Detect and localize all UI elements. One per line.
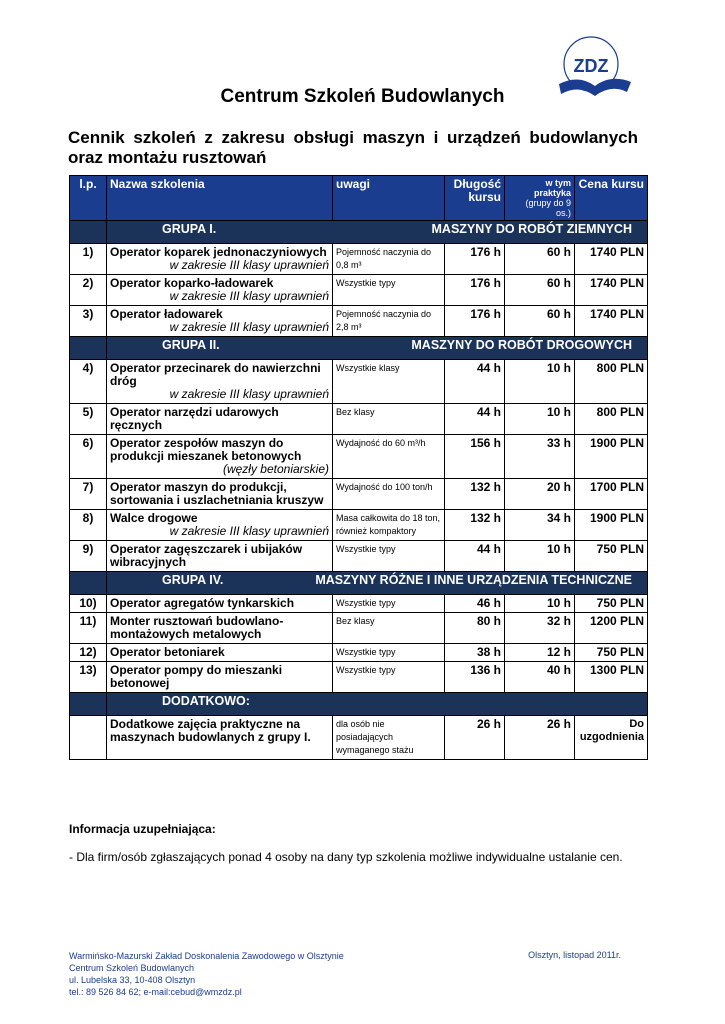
footer-date: Olsztyn, listopad 2011r. (528, 950, 621, 960)
course-name-cell (107, 306, 333, 337)
course-name: Dodatkowe zajęcia praktyczne na maszynach budowlanych z grupy I. (110, 717, 311, 744)
course-scope: w zakresie III klasy uprawnień (169, 258, 329, 272)
group-label: GRUPA IV. (162, 573, 224, 587)
header-duration: Długość kursu (445, 176, 505, 221)
footer-line: Warmińsko-Mazurski Zakład Doskonalenia Zawodowego w Olsztynie (69, 951, 344, 961)
course-practice: 32 h (505, 613, 575, 644)
course-name: Walce drogowe (110, 511, 198, 525)
course-practice: 60 h (505, 306, 575, 337)
course-name: Operator agregatów tynkarskich (110, 596, 295, 610)
course-name: Operator ładowarek (110, 307, 223, 321)
course-name-cell (107, 716, 333, 760)
course-price: 1300 PLN (575, 662, 648, 693)
row-number: 1) (70, 244, 107, 275)
course-hours: 44 h (445, 360, 505, 404)
course-practice: 10 h (505, 360, 575, 404)
group-header (70, 337, 648, 360)
course-name-cell (107, 510, 333, 541)
row-number: 9) (70, 541, 107, 572)
footer-line: ul. Lubelska 33, 10-408 Olsztyn (69, 975, 196, 985)
course-name-cell (107, 360, 333, 404)
row-number: 12) (70, 644, 107, 662)
group-description: MASZYNY DO ROBÓT DROGOWYCH (411, 338, 632, 352)
group-empty-cell (70, 693, 107, 716)
row-number: 7) (70, 479, 107, 510)
group-empty-cell (70, 221, 107, 244)
course-price: 1900 PLN (575, 435, 648, 479)
course-note: Wszystkie typy (333, 541, 445, 572)
course-hours: 132 h (445, 479, 505, 510)
course-name-cell (107, 541, 333, 572)
group-description: MASZYNY DO ROBÓT ZIEMNYCH (431, 222, 632, 236)
course-practice: 20 h (505, 479, 575, 510)
group-title-cell (107, 572, 648, 595)
course-note: Wydajność do 60 m³/h (333, 435, 445, 479)
group-label: GRUPA II. (162, 338, 220, 352)
course-practice: 10 h (505, 541, 575, 572)
header-lp: l.p. (70, 176, 107, 221)
group-title-cell (107, 337, 648, 360)
course-price: 1740 PLN (575, 244, 648, 275)
footer-line: Centrum Szkoleń Budowlanych (69, 963, 195, 973)
course-name-cell (107, 479, 333, 510)
group-empty-cell (70, 572, 107, 595)
group-title (110, 339, 644, 352)
course-name: Operator koparko-ładowarek (110, 276, 274, 290)
course-price: 1200 PLN (575, 613, 648, 644)
group-header (70, 572, 648, 595)
row-number: 5) (70, 404, 107, 435)
course-price: 750 PLN (575, 541, 648, 572)
course-hours: 44 h (445, 404, 505, 435)
course-hours: 26 h (445, 716, 505, 760)
course-note: Bez klasy (333, 613, 445, 644)
group-title (110, 223, 644, 236)
course-name: Operator pompy do mieszanki betonowej (110, 663, 283, 690)
course-hours: 46 h (445, 595, 505, 613)
course-hours: 176 h (445, 306, 505, 337)
group-header (70, 221, 648, 244)
group-title (110, 695, 644, 708)
course-price: 800 PLN (575, 360, 648, 404)
group-label: DODATKOWO: (162, 694, 250, 708)
course-hours: 176 h (445, 275, 505, 306)
course-hours: 132 h (445, 510, 505, 541)
course-practice: 33 h (505, 435, 575, 479)
course-hours: 44 h (445, 541, 505, 572)
table-row (70, 595, 648, 613)
course-practice: 10 h (505, 595, 575, 613)
course-note: Bez klasy (333, 404, 445, 435)
course-name: Operator zespołów maszyn do produkcji mieszanek betonowych (110, 436, 302, 463)
course-hours: 156 h (445, 435, 505, 479)
course-price: 800 PLN (575, 404, 648, 435)
course-name: Operator przecinarek do nawierzchni dróg (110, 361, 321, 388)
course-price: 750 PLN (575, 644, 648, 662)
table-row (70, 662, 648, 693)
course-note: Wszystkie typy (333, 275, 445, 306)
row-number: 3) (70, 306, 107, 337)
course-practice: 26 h (505, 716, 575, 760)
page-title: Centrum Szkoleń Budowlanych (220, 86, 505, 107)
course-scope: w zakresie III klasy uprawnień (169, 320, 329, 334)
group-title-cell (107, 693, 648, 716)
table-row (70, 479, 648, 510)
course-note: Wszystkie typy (333, 662, 445, 693)
course-note: Wydajność do 100 ton/h (333, 479, 445, 510)
course-name-cell (107, 435, 333, 479)
row-number: 13) (70, 662, 107, 693)
table-row (70, 306, 648, 337)
course-scope: w zakresie III klasy uprawnień (169, 387, 329, 401)
course-price: 1700 PLN (575, 479, 648, 510)
row-number (70, 716, 107, 760)
course-hours: 80 h (445, 613, 505, 644)
course-name-cell (107, 404, 333, 435)
course-name: Operator narzędzi udarowych ręcznych (110, 405, 279, 432)
table-row (70, 716, 648, 760)
course-price: Do uzgodnienia (575, 716, 648, 760)
course-practice: 60 h (505, 275, 575, 306)
course-practice: 60 h (505, 244, 575, 275)
table-row (70, 510, 648, 541)
info-heading: Informacja uzupełniająca: (69, 822, 216, 836)
course-name-cell (107, 613, 333, 644)
course-price: 1740 PLN (575, 306, 648, 337)
footer-address (69, 950, 344, 998)
course-scope: w zakresie III klasy uprawnień (169, 524, 329, 538)
course-note: Wszystkie klasy (333, 360, 445, 404)
header-practice (505, 176, 575, 221)
group-empty-cell (70, 337, 107, 360)
header-practice-b: (grupy do 9 os.) (525, 198, 571, 218)
course-hours: 38 h (445, 644, 505, 662)
course-note: Wszystkie typy (333, 595, 445, 613)
header-price: Cena kursu (575, 176, 648, 221)
course-note: Wszystkie typy (333, 644, 445, 662)
course-hours: 136 h (445, 662, 505, 693)
group-header (70, 693, 648, 716)
course-name: Operator koparek jednonaczyniowych (110, 245, 327, 259)
header-name: Nazwa szkolenia (107, 176, 333, 221)
price-table (69, 175, 648, 760)
course-name-cell (107, 595, 333, 613)
group-title (110, 574, 644, 587)
table-header (70, 176, 648, 221)
table-row (70, 613, 648, 644)
course-hours: 176 h (445, 244, 505, 275)
course-practice: 34 h (505, 510, 575, 541)
course-price: 750 PLN (575, 595, 648, 613)
course-name-cell (107, 244, 333, 275)
table-row (70, 244, 648, 275)
row-number: 4) (70, 360, 107, 404)
course-practice: 12 h (505, 644, 575, 662)
table-row (70, 644, 648, 662)
table-row (70, 360, 648, 404)
row-number: 11) (70, 613, 107, 644)
course-note: Pojemność naczynia do 0,8 m³ (333, 244, 445, 275)
row-number: 10) (70, 595, 107, 613)
footer-line: tel.: 89 526 84 62; e-mail:cebud@wmzdz.pl (69, 987, 242, 997)
table-row (70, 435, 648, 479)
info-text: - Dla firm/osób zgłaszających ponad 4 osoby na dany typ szkolenia możliwe indywidualne ustalanie cen. (69, 850, 623, 864)
course-note: dla osób nie posiadających wymaganego stażu (333, 716, 445, 760)
page-subtitle: Cennik szkoleń z zakresu obsługi maszyn i urządzeń budowlanych oraz montażu rusztowań (68, 128, 638, 167)
row-number: 6) (70, 435, 107, 479)
group-description: MASZYNY RÓŻNE I INNE URZĄDZENIA TECHNICZNE (315, 573, 632, 587)
group-title-cell (107, 221, 648, 244)
table-row (70, 541, 648, 572)
row-number: 8) (70, 510, 107, 541)
course-name: Monter rusztowań budowlano-montażowych metalowych (110, 614, 284, 641)
course-name: Operator maszyn do produkcji, sortowania i uszlachetniania kruszyw (110, 480, 324, 507)
row-number: 2) (70, 275, 107, 306)
course-name: Operator betoniarek (110, 645, 225, 659)
table-row (70, 275, 648, 306)
course-name-cell (107, 644, 333, 662)
course-note: Masa całkowita do 18 ton, również kompaktory (333, 510, 445, 541)
course-scope: w zakresie III klasy uprawnień (169, 289, 329, 303)
course-practice: 10 h (505, 404, 575, 435)
group-label: GRUPA I. (162, 222, 217, 236)
course-price: 1740 PLN (575, 275, 648, 306)
course-name: Operator zagęszczarek i ubijaków wibracyjnych (110, 542, 303, 569)
course-name-cell (107, 275, 333, 306)
header-practice-a: w tym praktyka (533, 178, 571, 198)
course-practice: 40 h (505, 662, 575, 693)
header-notes: uwagi (333, 176, 445, 221)
course-price: 1900 PLN (575, 510, 648, 541)
course-note: Pojemność naczynia do 2,8 m³ (333, 306, 445, 337)
table-body (70, 221, 648, 760)
course-name-cell (107, 662, 333, 693)
course-scope: (węzły betoniarskie) (222, 462, 329, 476)
table-row (70, 404, 648, 435)
logo-text: ZDZ (573, 56, 609, 76)
